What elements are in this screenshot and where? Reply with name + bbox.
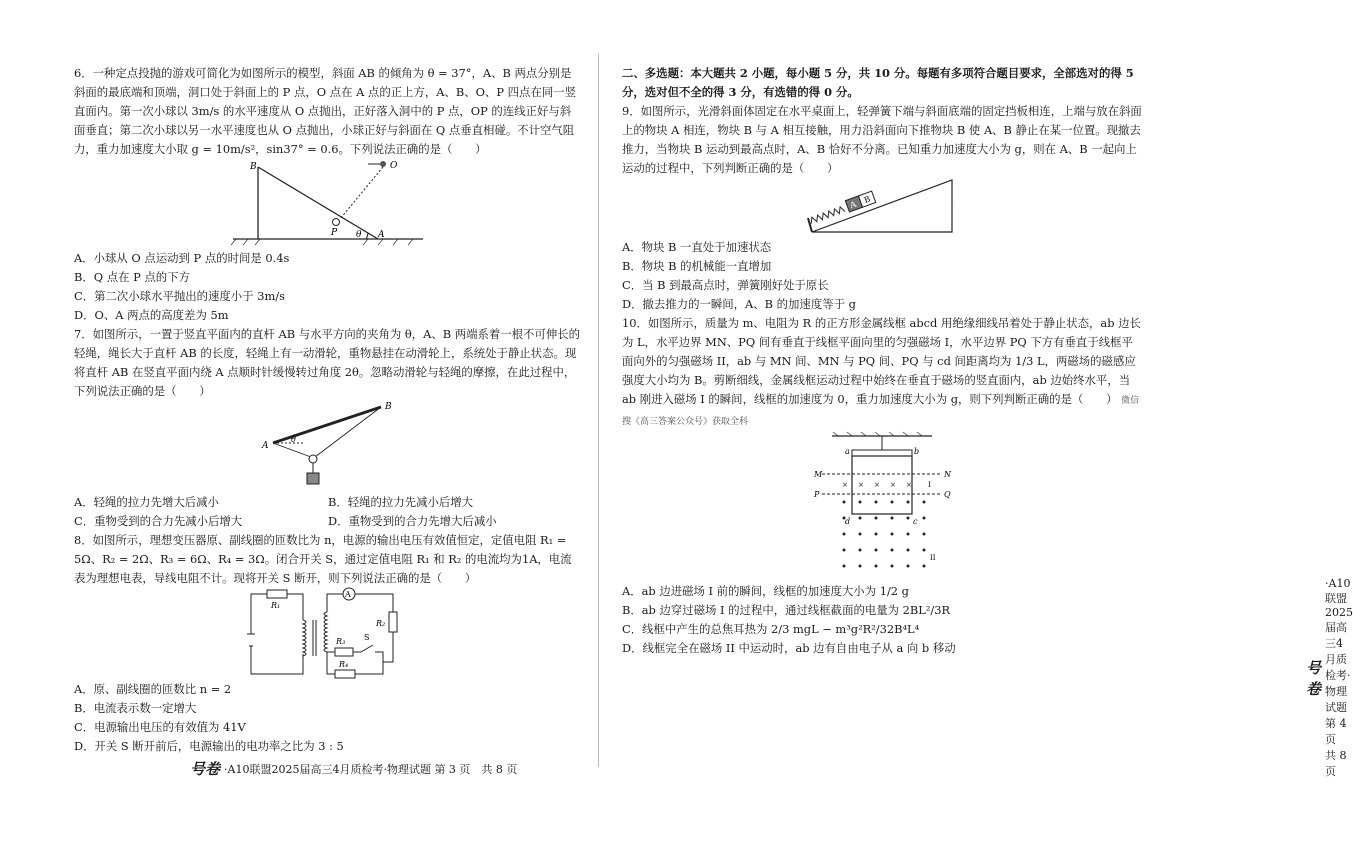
ammeter-label: A xyxy=(345,590,351,599)
svg-text:×: × xyxy=(874,481,880,489)
label-O: O xyxy=(390,161,398,171)
question-6-options xyxy=(74,249,582,325)
question-9 xyxy=(622,102,1142,314)
block-b-label: B xyxy=(862,194,872,205)
label-region-ii: II xyxy=(930,554,936,562)
label-r4: R₄ xyxy=(339,660,349,669)
option-d: D．重物受到的合力先增大后减小 xyxy=(328,514,497,528)
question-7-options xyxy=(74,493,582,531)
option-c: C．重物受到的合力先减小后增大 xyxy=(74,514,243,528)
option-b: B．Q 点在 P 点的下方 xyxy=(74,270,190,284)
question-7-figure xyxy=(74,401,582,493)
option-d: D．O、A 两点的高度差为 5m xyxy=(74,308,229,322)
magnetic-field-diagram xyxy=(812,432,952,582)
svg-text:×: × xyxy=(842,481,848,489)
question-10-figure xyxy=(622,432,1142,582)
label-theta: θ xyxy=(291,435,296,444)
label-n: N xyxy=(944,470,951,479)
transformer-circuit xyxy=(243,588,413,680)
option-c: C．当 B 到最高点时，弹簧刚好处于原长 xyxy=(622,278,829,292)
question-8-stem: 8．如图所示，理想变压器原、副线圈的匝数比为 n，电源的输出电压有效值恒定，定值电阻 R₁ = 5Ω、R₂ = 2Ω、R₃ = 6Ω、R₄ = 3Ω。闭合开关 S，通过定值电阻 R₁ 和 R₂ 的电流均为1A，电流表为理想电表，导线电阻不计。现将开关 S 断开，则下列说法正确的是（ ） xyxy=(74,533,572,585)
label-A: A xyxy=(262,441,269,451)
option-d: D．开关 S 断开前后，电源输出的电功率之比为 3 : 5 xyxy=(74,739,344,753)
label-a: a xyxy=(845,447,850,456)
option-b: B．电流表示数一定增大 xyxy=(74,701,197,715)
spring-incline-diagram xyxy=(802,178,962,238)
question-6-figure xyxy=(74,159,582,249)
label-P: P xyxy=(331,228,338,238)
fraction-one-third-l: 1/3 L xyxy=(1015,354,1045,368)
question-9-stem: 9．如图所示，光滑斜面体固定在水平桌面上，轻弹簧下端与斜面底端的固定挡板相连，上端与放在斜面上的物块 A 相连，物块 B 与 A 相互接触，用力沿斜面向下推物块 B 使 A、B 静止在某一位置。现撤去推力，当物块 B 运动到最高点时，A、B 恰好不分离。已知重力加速度大小为 g，则在 A、B 一起向上运动的过程中，下列判断正确的是（ ） xyxy=(622,104,1142,175)
svg-text:×: × xyxy=(858,481,864,489)
option-a: A．原、副线圈的匝数比 n = 2 xyxy=(74,682,232,696)
label-B: B xyxy=(385,402,392,412)
option-a: A．物块 B 一直处于加速状态 xyxy=(622,240,772,254)
label-A: A xyxy=(378,230,385,240)
question-8-options xyxy=(74,680,582,756)
label-b: b xyxy=(914,447,920,456)
left-column xyxy=(74,64,582,756)
svg-text:×: × xyxy=(906,481,912,489)
option-b: B．ab 边穿过磁场 I 的过程中，通过线框截面的电量为 2BL²/3R xyxy=(622,603,951,617)
question-10 xyxy=(622,314,1142,658)
option-c: C．线框中产生的总焦耳热为 2/3 mgL − m³g²R²/32B⁴L⁴ xyxy=(622,622,920,636)
option-a: A．ab 边进磁场 I 前的瞬间，线框的加速度大小为 1/2 g xyxy=(622,584,909,598)
option-c: C．电源输出电压的有效值为 41V xyxy=(74,720,246,734)
question-10-stem: 10．如图所示，质量为 m、电阻为 R 的正方形金属线框 abcd 用绝缘细线吊着处于静止状态，ab 边长为 L，水平边界 MN、PQ 间有垂直于线框平面向里的匀强磁场 I，水平边界 PQ 下方有垂直于线框平面向外的匀强磁场 II，ab 与 MN 间、MN 与 PQ 间、PQ 与 cd 间距离均为 1/3 L，两磁场的磁感应强度大小均为 B。剪断细线，金属线框运动过程中始终在垂直于磁场的竖直面内，ab 边始终水平，当 ab 刚进入磁场 I 的瞬间，线框的加速度为 0，重力加速度大小为 g，则下列判断正确的是（ ） 微信搜《高三答案公众号》获取全科 xyxy=(622,316,1141,427)
question-9-figure xyxy=(622,178,1142,238)
svg-text:×: × xyxy=(890,481,896,489)
page-footer xyxy=(1306,577,1353,779)
footer-text: ·A10联盟2025届高三4月质检考·物理试题 第 3 页 共 8 页 xyxy=(224,762,518,776)
section-heading: 二、多选题：本大题共 2 小题，每小题 5 分，共 10 分。每题有多项符合题目要求，全部选对的得 5 分，选对但不全的得 3 分，有选错的得 0 分。 xyxy=(622,66,1134,99)
watermark: 微信搜《高三答案公众号》获取全科 xyxy=(622,396,1140,427)
question-6-stem: 6．一种定点投抛的游戏可简化为如图所示的模型，斜面 AB 的倾角为 θ = 37°，A、B 两点分别是斜面的最底端和顶端，洞口处于斜面上的 P 点，O 点在 A 点的正上方，A、B、O、P 四点在同一竖直面内。第一次小球以 3m/s 的水平速度从 O 点抛出，正好落入洞中的 P 点，OP 的连线正好与斜面垂直；第二次小球以另一水平速度也从 O 点抛出，小球正好与斜面在 Q 点垂直相碰。不计空气阻力，重力加速度大小取 g = 10m/s²，sin37° = 0.6。下列说法正确的是（ ） xyxy=(74,66,577,156)
rod-pulley-diagram xyxy=(253,401,403,493)
option-d: D．线框完全在磁场 II 中运动时，ab 边有自由电子从 a 向 b 移动 xyxy=(622,641,956,655)
brand-logo: 号卷 xyxy=(190,760,221,778)
label-r2: R₂ xyxy=(376,619,386,628)
block-a-label: A xyxy=(848,199,858,211)
question-8-figure xyxy=(74,588,582,680)
option-d: D．撤去推力的一瞬间，A、B 的加速度等于 g xyxy=(622,297,856,311)
option-b: B．物块 B 的机械能一直增加 xyxy=(622,259,772,273)
page-footer xyxy=(190,758,517,779)
option-a: A．小球从 O 点运动到 P 点的时间是 0.4s xyxy=(74,251,290,265)
label-r3: R₃ xyxy=(336,637,346,646)
label-m: M xyxy=(814,470,823,479)
label-theta: θ xyxy=(356,230,362,240)
brand-logo: 号卷 xyxy=(1306,659,1322,698)
incline-diagram xyxy=(228,159,428,249)
option-b: B．轻绳的拉力先减小后增大 xyxy=(328,495,474,509)
option-c: C．第二次小球水平抛出的速度小于 3m/s xyxy=(74,289,285,303)
question-9-options xyxy=(622,238,1142,314)
right-column xyxy=(622,64,1142,658)
label-s: S xyxy=(364,633,370,642)
question-7-stem: 7．如图所示，一置于竖直平面内的直杆 AB 与水平方向的夹角为 θ，A、B 两端系着一根不可伸长的轻绳，绳长大于直杆 AB 的长度，轻绳上有一动滑轮，重物悬挂在动滑轮上，系统处于静止状态。现将直杆 AB 在竖直平面内绕 A 点顺时针缓慢转过角度 2θ。忽略动滑轮与轻绳的摩擦，在此过程中，下列说法正确的是（ ） xyxy=(74,327,581,398)
question-10-options xyxy=(622,582,1142,658)
option-a: A．轻绳的拉力先增大后减小 xyxy=(74,495,219,509)
label-c: c xyxy=(913,517,918,526)
question-8 xyxy=(74,531,582,756)
label-r1: R₁ xyxy=(271,601,281,610)
question-6 xyxy=(74,64,582,325)
label-p: P xyxy=(814,490,820,499)
label-q: Q xyxy=(944,490,951,499)
page-3 xyxy=(0,0,600,849)
footer-text: ·A10联盟2025届高三4月质检考·物理试题 第 4 页 共 8 页 xyxy=(1325,577,1353,778)
label-region-i: I xyxy=(928,481,931,489)
question-7 xyxy=(74,325,582,531)
page-4 xyxy=(600,0,1353,849)
label-d: d xyxy=(845,517,851,526)
label-B: B xyxy=(250,162,257,172)
